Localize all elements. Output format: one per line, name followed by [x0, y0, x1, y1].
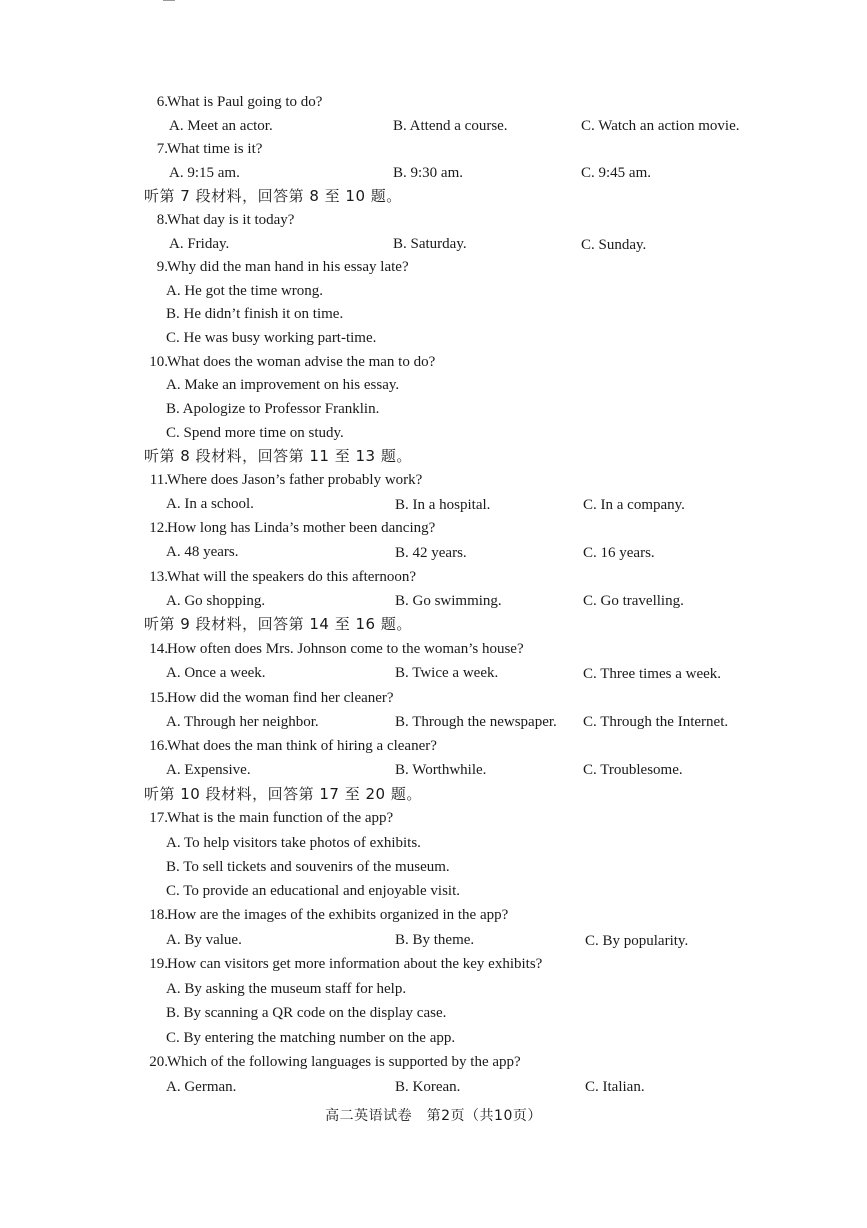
- option-b: B. 9:30 am.: [393, 165, 463, 181]
- option-a: A. By asking the museum staff for help.: [166, 981, 407, 997]
- option-c: C. 16 years.: [583, 545, 655, 561]
- question-number: 13.: [149, 569, 168, 585]
- option-c: C. 9:45 am.: [581, 165, 651, 181]
- option-b: B. In a hospital.: [395, 497, 491, 513]
- option-a: A. To help visitors take photos of exhibits.: [166, 835, 421, 851]
- option-b: B. Saturday.: [393, 236, 467, 252]
- option-c: C. Through the Internet.: [583, 714, 729, 730]
- question-text: What is Paul going to do?: [167, 94, 323, 110]
- option-c: C. Three times a week.: [583, 666, 722, 682]
- question-text: How are the images of the exhibits organized in the app?: [167, 907, 509, 923]
- question-number: 7.: [156, 141, 168, 157]
- option-a: A. Expensive.: [166, 762, 251, 778]
- option-a: A. Go shopping.: [166, 593, 266, 609]
- question-number: 14.: [149, 641, 168, 657]
- question-text: How can visitors get more information about the key exhibits?: [167, 956, 543, 972]
- option-b: B. Worthwhile.: [395, 762, 487, 778]
- option-a: A. Through her neighbor.: [166, 714, 319, 730]
- option-c: C. Sunday.: [581, 237, 647, 253]
- question-number: 15.: [149, 690, 168, 706]
- option-b: B. By theme.: [395, 932, 475, 948]
- option-b: B. 42 years.: [395, 545, 467, 561]
- question-number: 8.: [156, 212, 168, 228]
- option-a: A. German.: [166, 1079, 237, 1095]
- question-text: Which of the following languages is supported by the app?: [167, 1054, 521, 1070]
- option-b: B. He didn’t finish it on time.: [166, 306, 344, 322]
- option-b: B. By scanning a QR code on the display case.: [166, 1005, 447, 1021]
- option-a: A. Once a week.: [166, 665, 266, 681]
- question-number: 10.: [149, 354, 168, 370]
- option-c: C. By entering the matching number on the app.: [166, 1030, 456, 1046]
- option-b: B. Go swimming.: [395, 593, 502, 609]
- option-c: C. To provide an educational and enjoyable visit.: [166, 883, 461, 899]
- question-text: Why did the man hand in his essay late?: [167, 259, 409, 275]
- option-a: A. Make an improvement on his essay.: [166, 377, 400, 393]
- option-c: C. Watch an action movie.: [581, 118, 740, 134]
- question-number: 9.: [156, 259, 168, 275]
- question-number: 18.: [149, 907, 168, 923]
- option-b: B. Through the newspaper.: [395, 714, 557, 730]
- option-b: B. Twice a week.: [395, 665, 499, 681]
- question-text: What time is it?: [167, 141, 263, 157]
- question-number: 11.: [149, 472, 168, 488]
- question-text: How long has Linda’s mother been dancing?: [167, 520, 436, 536]
- question-number: 6.: [156, 94, 168, 110]
- question-number: 19.: [149, 956, 168, 972]
- option-b: B. To sell tickets and souvenirs of the museum.: [166, 859, 450, 875]
- option-a: A. Meet an actor.: [169, 118, 273, 134]
- option-a: A. In a school.: [166, 496, 254, 512]
- question-text: What will the speakers do this afternoon?: [167, 569, 417, 585]
- option-a: A. 9:15 am.: [169, 165, 240, 181]
- page-footer: 高二英语试卷 第2页（共10页）: [325, 1108, 542, 1124]
- question-number: 20.: [149, 1054, 168, 1070]
- section-heading: 听第 7 段材料，回答第 8 至 10 题。: [144, 187, 402, 205]
- option-a: A. By value.: [166, 932, 242, 948]
- section-heading: 听第 10 段材料，回答第 17 至 20 题。: [144, 785, 422, 803]
- option-a: A. 48 years.: [166, 544, 239, 560]
- option-b: B. Attend a course.: [393, 118, 508, 134]
- option-a: A. He got the time wrong.: [166, 283, 324, 299]
- option-b: B. Apologize to Professor Franklin.: [166, 401, 380, 417]
- option-c: C. Italian.: [585, 1079, 645, 1095]
- question-text: Where does Jason’s father probably work?: [167, 472, 423, 488]
- option-b: B. Korean.: [395, 1079, 461, 1095]
- question-text: What is the main function of the app?: [167, 810, 394, 826]
- question-number: 12.: [149, 520, 168, 536]
- option-a: A. Friday.: [169, 236, 230, 252]
- option-c: C. In a company.: [583, 497, 685, 513]
- option-c: C. He was busy working part-time.: [166, 330, 377, 346]
- question-text: What does the woman advise the man to do?: [167, 354, 436, 370]
- option-c: C. Spend more time on study.: [166, 425, 344, 441]
- question-text: How often does Mrs. Johnson come to the woman’s house?: [167, 641, 524, 657]
- section-heading: 听第 9 段材料，回答第 14 至 16 题。: [144, 615, 412, 633]
- section-heading: 听第 8 段材料，回答第 11 至 13 题。: [144, 447, 412, 465]
- question-number: 16.: [149, 738, 168, 754]
- option-c: C. Go travelling.: [583, 593, 684, 609]
- question-text: How did the woman find her cleaner?: [167, 690, 394, 706]
- option-c: C. Troublesome.: [583, 762, 683, 778]
- question-text: What day is it today?: [167, 212, 295, 228]
- option-c: C. By popularity.: [585, 933, 689, 949]
- question-number: 17.: [149, 810, 168, 826]
- scan-mark: [163, 0, 175, 1]
- question-text: What does the man think of hiring a cleaner?: [167, 738, 437, 754]
